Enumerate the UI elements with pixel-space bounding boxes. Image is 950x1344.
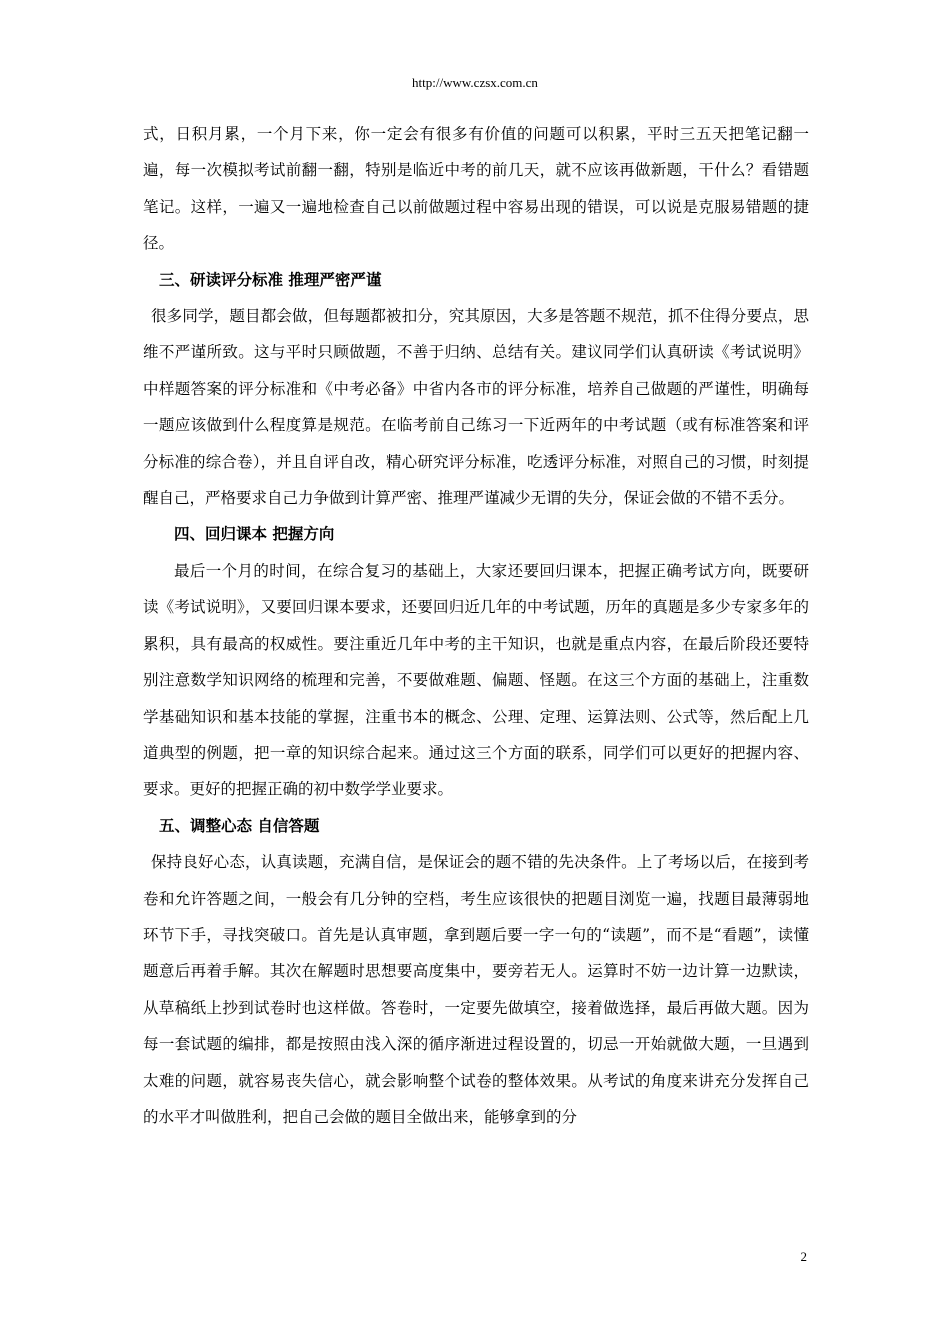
section-3-heading: 三、研读评分标准 推理严密严谨: [159, 270, 382, 289]
section-4-heading: 四、回归课本 把握方向: [174, 525, 335, 544]
header-url: http://www.czsx.com.cn: [412, 75, 538, 90]
section-3-paragraph: 很多同学，题目都会做，但每题都被扣分，究其原因，大多是答题不规范，抓不住得分要点，思维不严谨所致。这与平时只顾做题，不善于归纳、总结有关。建议同学们认真研读《考试说明》中样题答案的评分标准和《中考必备》中省内各市的评分标准，培养自己做题的严谨性，明确每一题应该做到什么程度算是规范。在临考前自己练习一下近两年的中考试题（或有标准答案和评分标准的综合卷），并且自评自改，精心研究评分标准，吃透评分标准，对照自己的习惯，时刻提醒自己，严格要求自己力争做到计算严密、推理严谨减少无谓的失分，保证会做的不错不丢分。: [143, 307, 809, 508]
intro-paragraph: 式，日积月累，一个月下来，你一定会有很多有价值的问题可以积累，平时三五天把笔记翻一遍，每一次模拟考试前翻一翻，特别是临近中考的前几天，就不应该再做新题，干什么？看错题笔记。这样，一遍又一遍地检查自己以前做题过程中容易出现的错误，可以说是克服易错题的捷径。: [143, 125, 809, 253]
section-4-paragraph: 最后一个月的时间，在综合复习的基础上，大家还要回归课本，把握正确考试方向，既要研读《考试说明》，又要回归课本要求，还要回归近几年的中考试题，历年的真题是多少专家多年的累积，具有最高的权威性。要注重近几年中考的主干知识，也就是重点内容，在最后阶段还要特别注意数学知识网络的梳理和完善，不要做难题、偏题、怪题。在这三个方面的基础上，注重数学基础知识和基本技能的掌握，注重书本的概念、公理、定理、运算法则、公式等，然后配上几道典型的例题，把一章的知识综合起来。通过这三个方面的联系，同学们可以更好的把握内容、要求。更好的把握正确的初中数学学业要求。: [143, 561, 809, 799]
page-number: 2: [800, 1249, 807, 1264]
section-5-paragraph: 保持良好心态，认真读题，充满自信，是保证会的题不错的先决条件。上了考场以后，在接到考卷和允许答题之间，一般会有几分钟的空档，考生应该很快的把题目浏览一遍，找题目最薄弱地环节下手，寻找突破口。首先是认真审题，拿到题后要一字一句的“读题”，而不是“看题”，读懂题意后再着手解。其次在解题时思想要高度集中，要旁若无人。运算时不妨一边计算一边默读，从草稿纸上抄到试卷时也这样做。答卷时，一定要先做填空，接着做选择，最后再做大题。因为每一套试题的编排，都是按照由浅入深的循序渐进过程设置的，切忌一开始就做大题，一旦遇到太难的问题，就容易丧失信心，就会影响整个试卷的整体效果。从考试的角度来讲充分发挥自己的水平才叫做胜利，把自己会做的题目全做出来，能够拿到的分: [143, 853, 809, 1126]
document-body: [143, 116, 809, 1135]
section-5-heading: 五、调整心态 自信答题: [159, 816, 320, 835]
